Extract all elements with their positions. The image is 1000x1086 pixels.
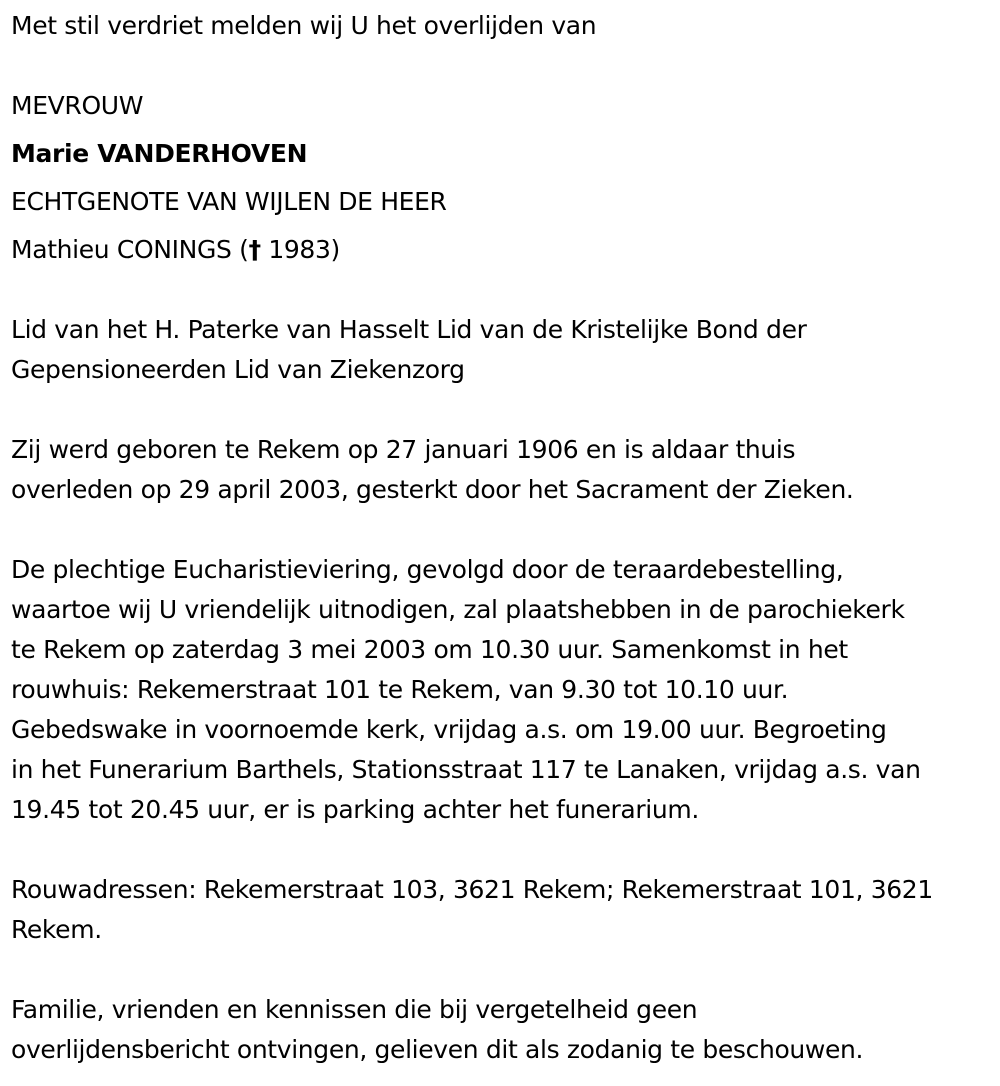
birth-death-paragraph	[11, 430, 854, 510]
paragraph-line: Gepensioneerden Lid van Ziekenzorg	[11, 355, 465, 384]
ceremony-paragraph	[11, 550, 921, 830]
paragraph-line: Lid van het H. Paterke van Hasselt Lid van de Kristelijke Bond der	[11, 315, 807, 344]
paragraph-line: waartoe wij U vriendelijk uitnodigen, zal plaatshebben in de parochiekerk	[11, 595, 905, 624]
closing-paragraph	[11, 990, 863, 1070]
paragraph-line: Rouwadressen: Rekemerstraat 103, 3621 Rekem; Rekemerstraat 101, 3621	[11, 875, 933, 904]
paragraph-line: Familie, vrienden en kennissen die bij vergetelheid geen	[11, 995, 698, 1024]
paragraph-line: overleden op 29 april 2003, gesterkt door het Sacrament der Zieken.	[11, 475, 854, 504]
deceased-name-text: Marie VANDERHOVEN	[11, 139, 308, 168]
salutation: MEVROUW	[11, 91, 144, 120]
memberships-paragraph	[11, 310, 807, 390]
paragraph-line: De plechtige Eucharistieviering, gevolgd door de teraardebestelling,	[11, 555, 844, 584]
paragraph-line: overlijdensbericht ontvingen, gelieven dit als zodanig te beschouwen.	[11, 1035, 864, 1064]
spouse-name: Mathieu CONINGS (	[11, 235, 249, 264]
relation-line: ECHTGENOTE VAN WIJLEN DE HEER	[11, 187, 447, 216]
paragraph-line: Rekem.	[11, 915, 102, 944]
spouse-line	[11, 230, 447, 270]
intro-line: Met stil verdriet melden wij U het overlijden van	[11, 11, 597, 40]
paragraph-line: rouwhuis: Rekemerstraat 101 te Rekem, van 9.30 tot 10.10 uur.	[11, 675, 789, 704]
cross-icon: †	[248, 235, 261, 264]
paragraph-line: te Rekem op zaterdag 3 mei 2003 om 10.30 uur. Samenkomst in het	[11, 635, 848, 664]
paragraph-line: Gebedswake in voornoemde kerk, vrijdag a.s. om 19.00 uur. Begroeting	[11, 715, 887, 744]
addresses-paragraph	[11, 870, 933, 950]
deceased-block	[11, 86, 447, 270]
deceased-name	[11, 134, 447, 174]
paragraph-line: in het Funerarium Barthels, Stationsstraat 117 te Lanaken, vrijdag a.s. van	[11, 755, 921, 784]
spouse-year: 1983)	[260, 235, 340, 264]
paragraph-line: Zij werd geboren te Rekem op 27 januari 1906 en is aldaar thuis	[11, 435, 796, 464]
paragraph-line: 19.45 tot 20.45 uur, er is parking achter het funerarium.	[11, 795, 699, 824]
